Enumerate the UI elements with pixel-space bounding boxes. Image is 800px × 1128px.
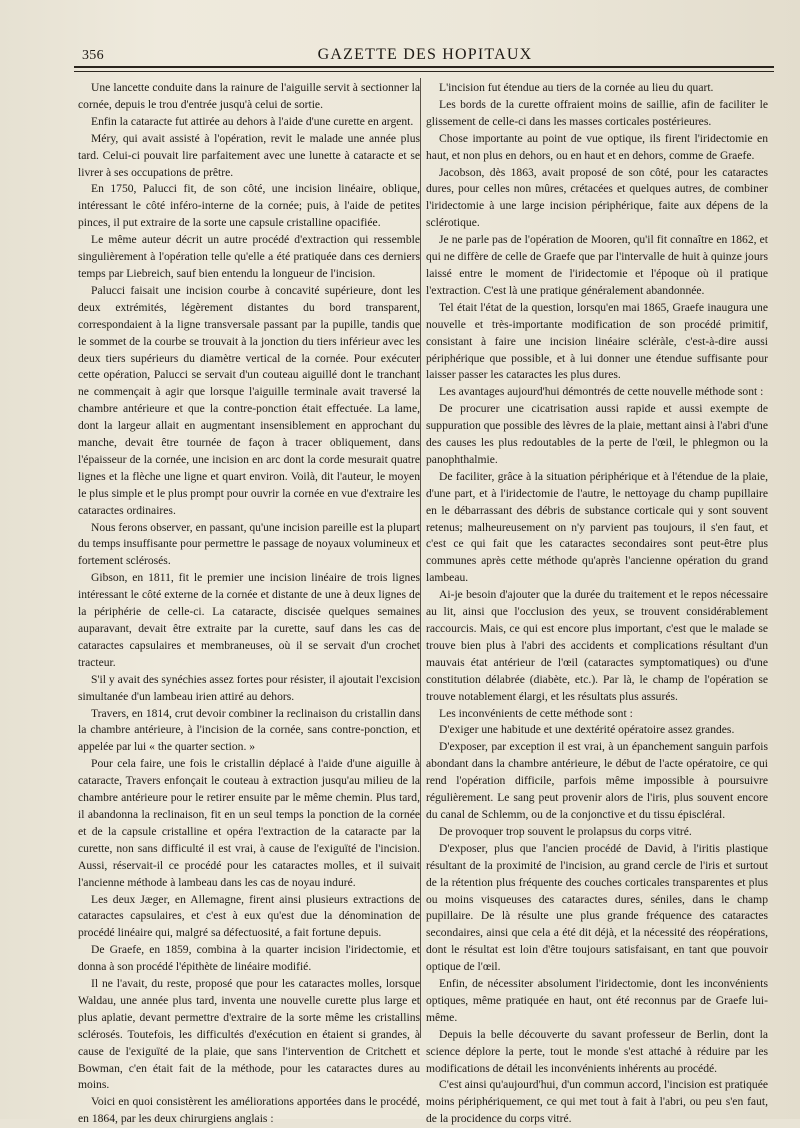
running-title: GAZETTE DES HOPITAUX xyxy=(317,46,533,63)
paragraph: D'exposer, plus que l'ancien procédé de David, à l'iritis plastique résultant de la proximité de l'incision, au grand cercle de l'iris et surtout de la rétention plus fréquente des couches corticales transparentes et plus ou moins visqueuses des cataractes dures, séniles, dans le champ pupillaire. De là résulte une plus grande fréquence des cataractes secondaires, ainsi que cela a été dit déjà, et la nécessité des réopérations, dont le résultat est loin d'être toujours satisfaisant, en tant que pouvoir optique de l'œil. xyxy=(426,841,768,974)
paragraph: En 1750, Palucci fit, de son côté, une incision linéaire, oblique, intéressant le côté inféro-interne de la cornée; puis, à l'aide de petites pinces, il put extraire de la sorte une capsule cristalline opacifiée. xyxy=(78,182,420,230)
paragraph: Travers, en 1814, crut devoir combiner la reclinaison du cristallin dans la chambre antérieure, à l'incision de la cornée, sans contre-ponction, et appelée par lui « the quarter section. » xyxy=(78,706,420,754)
page-number: 356 xyxy=(82,48,104,63)
paragraph: Tel était l'état de la question, lorsqu'en mai 1865, Graefe inaugura une nouvelle et très-importante modification de son procédé primitif, consistant à faire une incision linéaire scléràle, c'est-à-dire aussi périphérique que possible, et à lui donner une étendue suffisante pour laisser passer les cataractes les plus dures. xyxy=(426,300,768,382)
paragraph: Enfin la cataracte fut attirée au dehors à l'aide d'une curette en argent. xyxy=(91,114,414,128)
paragraph: Depuis la belle découverte du savant professeur de Berlin, dont la science déplore la perte, tout le monde s'est attaché à réduire par les modifications de détail les inconvénients inhérents au procédé. xyxy=(426,1027,768,1075)
paragraph: Les avantages aujourd'hui démontrés de cette nouvelle méthode sont : xyxy=(439,385,764,399)
paragraph: Une lancette conduite dans la rainure de l'aiguille servit à sectionner la cornée, depuis le trou d'entrée jusqu'à celui de sortie. xyxy=(78,81,420,111)
paragraph: Le même auteur décrit un autre procédé d'extraction qui ressemble singulièrement à l'opération telle qu'elle a été pratiquée dans ces derniers temps par Liebreich, sauf bien entendu la longueur de l'incision. xyxy=(78,233,420,280)
header-rule-thin xyxy=(74,71,774,72)
left-column xyxy=(78,80,420,1128)
paragraph: Enfin, de nécessiter absolument l'iridectomie, dont les inconvénients optiques, même pratiquée en haut, ont été reconnus par de Graefe lui-même. xyxy=(426,977,768,1024)
paragraph: De procurer une cicatrisation aussi rapide et aussi exempte de suppuration que possible des lèvres de la plaie, mettant ainsi à l'abri d'une des causes les plus redoutables de la perte de l'œil, le phlegmon ou la panophthalmie. xyxy=(426,402,768,466)
paragraph: Chose importante au point de vue optique, ils firent l'iridectomie en haut, et non plus en dehors, ou en haut et en dehors, comme de Graefe. xyxy=(426,131,768,162)
paragraph: Les bords de la curette offraient moins de saillie, afin de faciliter le glissement de celle-ci dans les masses corticales postérieures. xyxy=(426,97,768,128)
paragraph: De provoquer trop souvent le prolapsus du corps vitré. xyxy=(439,824,692,838)
column-divider xyxy=(420,78,421,1038)
paragraph: Les deux Jæger, en Allemagne, firent ainsi plusieurs extractions de cataractes capsulaires, et c'est à eux qu'est due la dénomination de procédé linéaire qui, malgré sa défectuosité, a fait fortune depuis. xyxy=(78,892,420,940)
paragraph: S'il y avait des synéchies assez fortes pour résister, il ajoutait l'excision simultanée d'un lambeau irien attiré au dehors. xyxy=(78,672,420,703)
paragraph: Il ne l'avait, du reste, proposé que pour les cataractes molles, lorsque Waldau, une année plus tard, inventa une nouvelle curette plus large et plus aplatie, devant permettre d'extraire de la sorte même les cristallins sclérosés. Toutefois, les difficultés d'exécution en étaient si grandes, à cause de l'exiguïté de la plaie, que sans l'intervention de Critchett et Bowman, c'en était fait de la méthode, pour les cataractes dures au moins. xyxy=(78,977,420,1092)
paragraph: L'incision fut étendue au tiers de la cornée au lieu du quart. xyxy=(439,81,714,94)
right-column xyxy=(426,80,768,1128)
paragraph: D'exiger une habitude et une dextérité opératoire assez grandes. xyxy=(439,723,735,737)
paragraph: D'exposer, par exception il est vrai, à un épanchement sanguin parfois abondant dans la chambre antérieure, le début de l'acte opératoire, ce qui rend l'opération difficile, parfois même impossible à poursuivre régulièrement. Le sang peut provenir alors de l'iris, plus souvent encore du canal de Schlemm, ou de la conjonctive et du tissu épiscléral. xyxy=(426,740,768,821)
paragraph: Je ne parle pas de l'opération de Mooren, qu'il fit connaître en 1862, et qui ne diffère de celle de Graefe que par l'intervalle de huit à quinze jours laissé entre le moment de l'iridectomie et l'époque où il pratique l'extraction. C'est là une pratique généralement abandonnée. xyxy=(426,233,768,297)
page-header xyxy=(74,44,776,66)
paragraph: Palucci faisait une incision courbe à concavité supérieure, dont les deux extrémités, légèrement distantes du bord transparent, correspondaient à la ligne transversale passant par la pupille, tandis que le sommet de la courbe se trouvait à la jonction du tiers inférieur avec les deux tiers supérieurs du diamètre vertical de la cornée. Pour exécuter cette opération, Palucci se servait d'un couteau aiguillé dont le tranchant ne commençait à agir que lorsque l'aiguille terminale avait traversé la chambre antérieure et que la contre-ponction était effectuée. La lame, dont la largeur allait en augmentant insensiblement en approchant du manche, devait être tournée de façon à tracer obliquement, dans l'épaisseur de la cornée, une incision en arc dont la corde mesurait quatre lignes et la flèche une ligne et quart environ. Voilà, dit l'auteur, le moyen le plus simple et le plus prompt pour ouvrir la cornée en vue d'extraire les cataractes ordinaires. xyxy=(78,283,420,517)
paragraph: C'est ainsi qu'aujourd'hui, d'un commun accord, l'incision est pratiquée moins périphériquement, ce qui met tout à fait à l'abri, ou peu s'en faut, de la procidence du corps vitré. xyxy=(426,1078,768,1126)
paragraph: Pour cela faire, une fois le cristallin déplacé à l'aide d'une aiguille à cataracte, Travers enfonçait le couteau à extraction jusqu'au milieu de la chambre antérieure pour le retirer ensuite par le même chemin. Plus tard, il abandonna la reclinaison, fit en un seul temps la ponction de la cornée et de la capsule cristalline et opéra l'extraction de la cataracte par la curette, non sans difficulté il est vrai, à cause de l'exiguïté de l'incision. Aussi, réservait-il ce procédé pour les cataractes molles, et il suivait l'ancienne méthode à lambeau dans les cas de noyau induré. xyxy=(78,757,420,889)
paragraph: De faciliter, grâce à la situation périphérique et à l'étendue de la plaie, d'une part, et à l'iridectomie de l'autre, le nettoyage du champ pupillaire en le débarrassant des débris de substance corticale qui y sont souvent retenus; malheureusement on n'y parvient pas toujours, il s'en faut, et c'est ce qui fait que les cataractes secondaires sont peut-être plus communes après cette méthode qu'après l'ancienne opération du grand lambeau. xyxy=(426,469,768,585)
paragraph: Ai-je besoin d'ajouter que la durée du traitement et le repos nécessaire au lit, ainsi que l'occlusion des yeux, se trouvent considérablement raccourcis. Mais, ce qui est encore plus important, c'est que le malade se trouve bien plus à l'abri des accidents et complications résultant d'un mauvais état antérieur de l'œil (cataractes symptomatiques) ou d'une constitution délabrée (diabète, etc.). Par là, le champ de l'opération se trouve notablement élargi, et les résultats plus assurés. xyxy=(426,588,768,703)
header-rule-thick xyxy=(74,66,774,68)
paragraph: Jacobson, dès 1863, avait proposé de son côté, pour les cataractes dures, pour celles non mûres, crétacées et quelques autres, de combiner l'iridectomie à une large incision périphérique, faite aux dépens de la sclérotique. xyxy=(426,165,768,230)
paragraph: Les inconvénients de cette méthode sont : xyxy=(439,706,633,720)
paragraph: De Graefe, en 1859, combina à la quarter incision l'iridectomie, et donna à son procédé l'épithète de linéaire modifié. xyxy=(78,943,420,974)
paragraph: Méry, qui avait assisté à l'opération, revit le malade une année plus tard. Celui-ci pouvait lire parfaitement avec une lunette à cataracte et se livrer à ses occupations de prêtre. xyxy=(78,131,420,179)
paragraph: Nous ferons observer, en passant, qu'une incision pareille est la plupart du temps insuffisante pour permettre le passage de noyaux volumineux et fortement sclérosés. xyxy=(78,520,420,568)
paragraph: Voici en quoi consistèrent les améliorations apportées dans le procédé, en 1864, par les deux chirurgiens anglais : xyxy=(78,1095,420,1126)
paragraph: Gibson, en 1811, fit le premier une incision linéaire de trois lignes intéressant le côté externe de la cornée et distante de une à deux lignes de la périphérie de celle-ci. La cataracte, disciséе quelques semaines auparavant, devait être extraite par la curette, sauf dans les cas de cataractes capsulaires et membraneuses, où il se servait d'un crochet tracteur. xyxy=(78,571,420,669)
